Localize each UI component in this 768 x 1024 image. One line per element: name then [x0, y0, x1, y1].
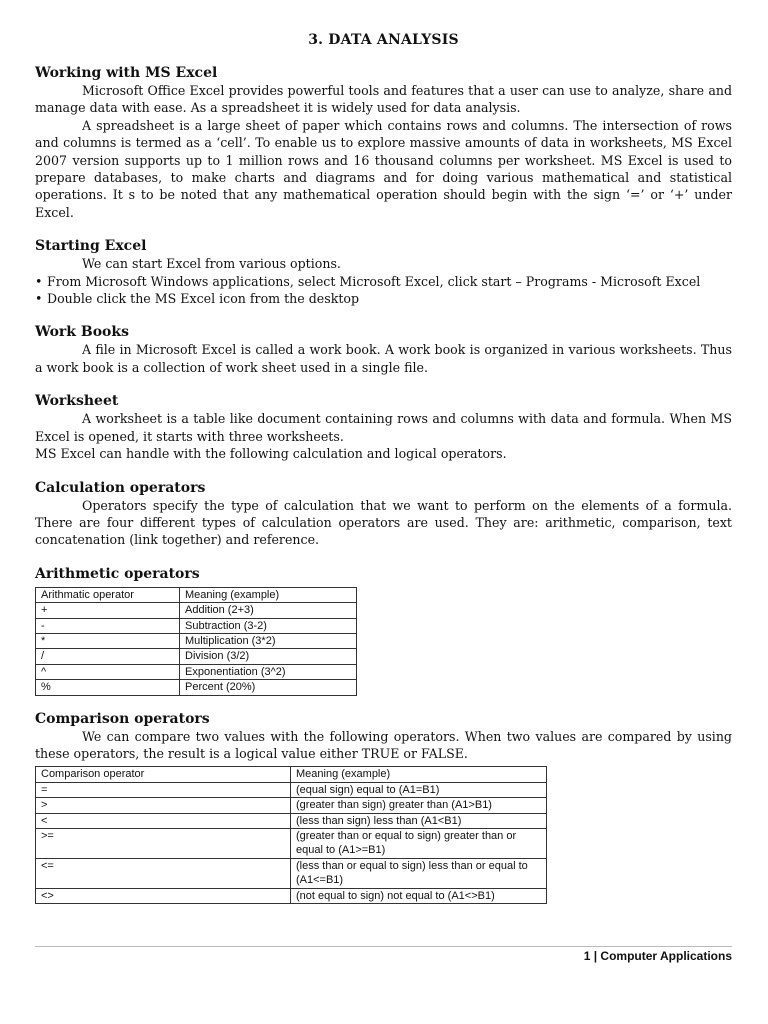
table-header-cell: Meaning (example) — [180, 587, 357, 602]
table-cell: % — [36, 680, 180, 695]
table-cell: > — [36, 798, 291, 813]
table-cell: Exponentiation (3^2) — [180, 664, 357, 679]
heading-calculation-operators: Calculation operators — [35, 479, 206, 496]
table-cell: + — [36, 603, 180, 618]
table-cell: Multiplication (3*2) — [180, 633, 357, 648]
table-header-cell: Comparison operator — [36, 767, 291, 782]
table-header-cell: Meaning (example) — [291, 767, 547, 782]
heading-working-with-excel: Working with MS Excel — [35, 65, 218, 81]
table-row — [36, 798, 547, 813]
table-header-row — [36, 767, 547, 782]
table-cell: * — [36, 633, 180, 648]
table-cell: - — [36, 618, 180, 633]
table-row — [36, 858, 547, 888]
paragraph-worksheet: A worksheet is a table like document containing rows and columns with data and formula. When MS Excel is opened, it starts with three worksheets. — [35, 411, 732, 444]
table-cell: (greater than sign) greater than (A1>B1) — [291, 798, 547, 813]
list-item — [35, 290, 732, 307]
table-cell: Division (3/2) — [180, 649, 357, 664]
table-row — [36, 603, 357, 618]
table-cell: <> — [36, 888, 291, 903]
table-header-cell: Arithmatic operator — [36, 587, 180, 602]
table-row — [36, 888, 547, 903]
heading-worksheet: Worksheet — [35, 393, 119, 410]
table-cell: ^ — [36, 664, 180, 679]
page-footer: 1 | Computer Applications — [35, 946, 732, 963]
table-row — [36, 782, 547, 797]
table-cell: >= — [36, 829, 291, 859]
paragraph-workbooks: A file in Microsoft Excel is called a work book. A work book is organized in various worksheets. Thus a work book is a collection of work sheet used in a single file. — [35, 342, 732, 375]
arithmetic-table — [35, 587, 357, 696]
list-item — [35, 273, 732, 290]
table-cell: < — [36, 813, 291, 828]
paragraph-calculation: Operators specify the type of calculation that we want to perform on the elements of a formula. There are four different types of calculation operators are used. They are: arithmetic, comparison, text concatenation (link together) and reference. — [35, 497, 732, 548]
paragraph-spreadsheet: A spreadsheet is a large sheet of paper which contains rows and columns. The intersection of rows and columns is termed as a ‘cell’. To enable us to explore massive amounts of data in worksheets, MS Excel 2007 version supports up to 1 million rows and 16 thousand columns per worksheet. MS Excel is used to prepare databases, to make charts and diagrams and for doing various mathematical and statistical operations. It s to be noted that any mathematical operation should begin with the sign ‘=’ or ‘+’ under Excel. — [35, 117, 732, 220]
page-title: 3. DATA ANALYSIS — [308, 32, 459, 48]
table-row — [36, 829, 547, 859]
table-header-row — [36, 587, 357, 602]
heading-work-books: Work Books — [35, 324, 129, 341]
table-cell: (greater than or equal to sign) greater than or equal to (A1>=B1) — [291, 829, 547, 859]
heading-arithmetic-operators: Arithmetic operators — [35, 565, 200, 582]
bullet-text: From Microsoft Windows applications, select Microsoft Excel, click start – Programs - Microsoft Excel — [47, 273, 701, 289]
paragraph-operators-intro: MS Excel can handle with the following calculation and logical operators. — [35, 446, 507, 462]
table-cell: (less than or equal to sign) less than or equal to (A1<=B1) — [291, 858, 547, 888]
table-cell: / — [36, 649, 180, 664]
table-row — [36, 664, 357, 679]
table-row — [36, 633, 357, 648]
table-row — [36, 618, 357, 633]
paragraph-excel-intro: Microsoft Office Excel provides powerful tools and features that a user can use to analyze, share and manage data with ease. As a spreadsheet it is widely used for data analysis. — [35, 83, 732, 116]
bullet-icon: • — [35, 291, 43, 307]
comparison-table — [35, 766, 547, 904]
bullet-icon: • — [35, 273, 43, 289]
table-cell: (equal sign) equal to (A1=B1) — [291, 782, 547, 797]
paragraph-start-options: We can start Excel from various options. — [82, 256, 341, 272]
table-cell: Percent (20%) — [180, 680, 357, 695]
table-cell: = — [36, 782, 291, 797]
table-row — [36, 680, 357, 695]
table-row — [36, 813, 547, 828]
heading-comparison-operators: Comparison operators — [35, 710, 210, 727]
page — [35, 32, 732, 904]
table-cell: <= — [36, 858, 291, 888]
table-row — [36, 649, 357, 664]
table-cell: (not equal to sign) not equal to (A1<>B1) — [291, 888, 547, 903]
paragraph-comparison: We can compare two values with the following operators. When two values are compared by using these operators, the result is a logical value either TRUE or FALSE. — [35, 728, 732, 761]
heading-starting-excel: Starting Excel — [35, 238, 147, 255]
table-cell: (less than sign) less than (A1<B1) — [291, 813, 547, 828]
table-cell: Subtraction (3-2) — [180, 618, 357, 633]
table-cell: Addition (2+3) — [180, 603, 357, 618]
bullet-text: Double click the MS Excel icon from the desktop — [47, 291, 360, 307]
